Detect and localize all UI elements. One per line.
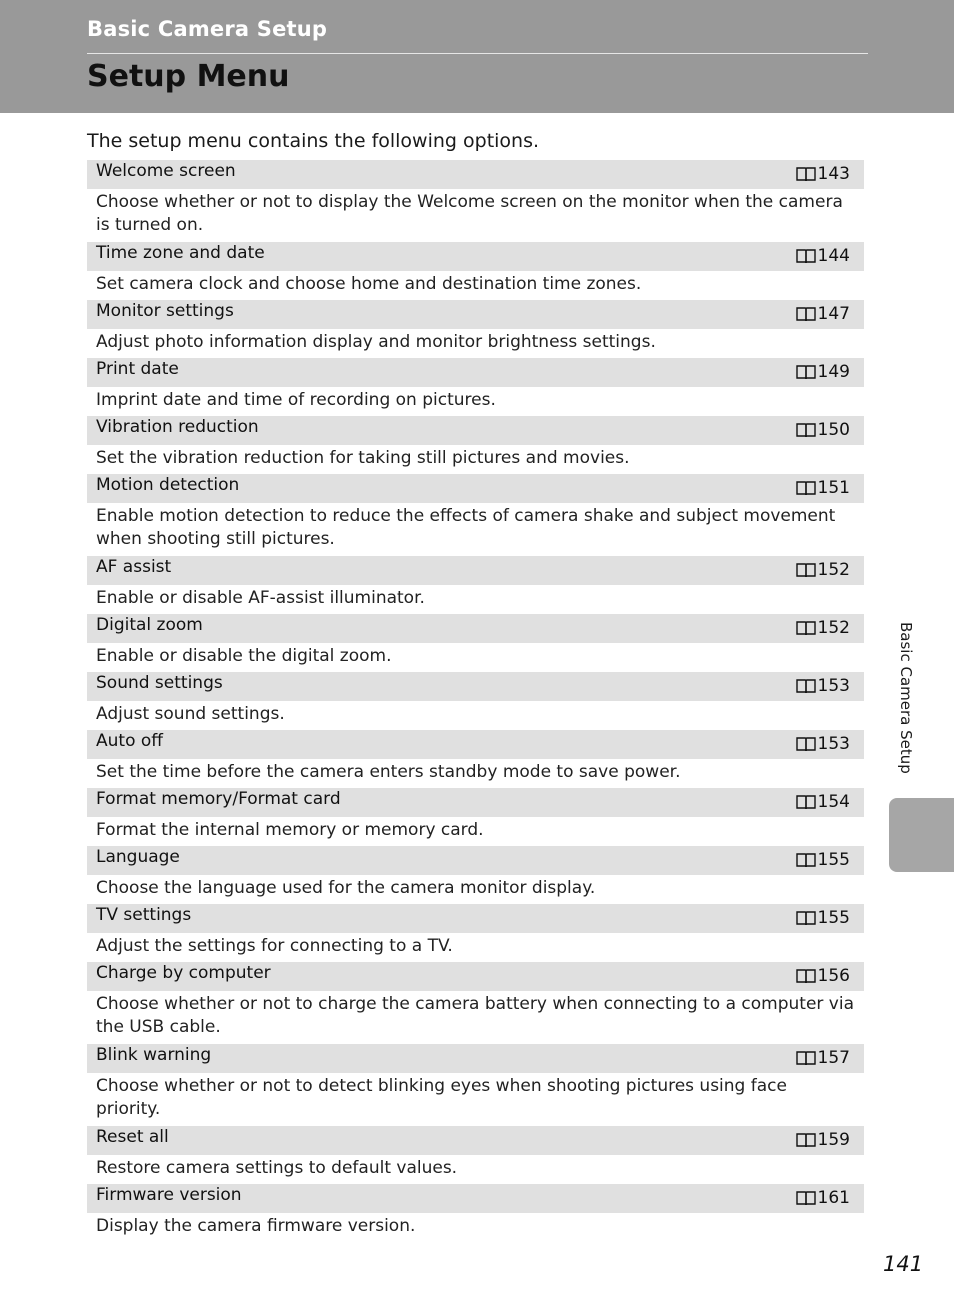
reference-page-number: 159 xyxy=(817,1130,850,1150)
row-header xyxy=(87,730,864,759)
option-name: Motion detection xyxy=(96,475,240,495)
reference-page-number: 153 xyxy=(817,676,850,696)
row-header xyxy=(87,160,864,189)
reference-page-number: 152 xyxy=(817,618,850,638)
menu-row xyxy=(87,556,864,614)
reference-page-number: 144 xyxy=(817,246,850,266)
reference-page-number: 161 xyxy=(817,1188,850,1208)
book-icon xyxy=(795,166,817,182)
page-reference xyxy=(795,904,850,929)
reference-page-number: 153 xyxy=(817,734,850,754)
row-header xyxy=(87,846,864,875)
book-icon xyxy=(795,620,817,636)
book-icon xyxy=(795,562,817,578)
option-description: Choose whether or not to display the Welcome screen on the monitor when the camera is turned on. xyxy=(96,192,843,235)
option-description: Adjust photo information display and monitor brightness settings. xyxy=(96,332,656,352)
option-description: Choose the language used for the camera monitor display. xyxy=(96,878,596,898)
page-reference xyxy=(795,1126,850,1151)
row-header xyxy=(87,556,864,585)
option-description: Format the internal memory or memory card. xyxy=(96,820,484,840)
option-description: Display the camera firmware version. xyxy=(96,1216,416,1236)
menu-row xyxy=(87,474,864,556)
row-header xyxy=(87,1126,864,1155)
option-name: Monitor settings xyxy=(96,301,234,321)
option-name: Language xyxy=(96,847,180,867)
page-reference xyxy=(795,788,850,813)
book-icon xyxy=(795,306,817,322)
option-name: Digital zoom xyxy=(96,615,203,635)
menu-row xyxy=(87,962,864,1044)
book-icon xyxy=(795,480,817,496)
row-header xyxy=(87,1184,864,1213)
book-icon xyxy=(795,910,817,926)
side-tab-label: Basic Camera Setup xyxy=(897,622,915,774)
page-number: 141 xyxy=(883,1252,924,1276)
reference-page-number: 154 xyxy=(817,792,850,812)
option-description: Restore camera settings to default values. xyxy=(96,1158,458,1178)
option-name: Sound settings xyxy=(96,673,223,693)
page-reference xyxy=(795,962,850,987)
page-reference xyxy=(795,416,850,441)
page-reference xyxy=(795,1184,850,1209)
row-header xyxy=(87,672,864,701)
menu-row xyxy=(87,160,864,242)
header-band xyxy=(0,0,954,113)
option-name: TV settings xyxy=(96,905,192,925)
menu-row xyxy=(87,242,864,300)
row-header xyxy=(87,242,864,271)
row-header xyxy=(87,474,864,503)
header-divider xyxy=(87,53,868,54)
reference-page-number: 147 xyxy=(817,304,850,324)
book-icon xyxy=(795,736,817,752)
option-name: Print date xyxy=(96,359,179,379)
option-name: Format memory/Format card xyxy=(96,789,341,809)
option-name: Blink warning xyxy=(96,1045,212,1065)
option-name: Auto off xyxy=(96,731,163,751)
page-reference xyxy=(795,1044,850,1069)
reference-page-number: 152 xyxy=(817,560,850,580)
option-description: Imprint date and time of recording on pictures. xyxy=(96,390,496,410)
row-header xyxy=(87,1044,864,1073)
option-name: Firmware version xyxy=(96,1185,242,1205)
book-icon xyxy=(795,794,817,810)
page-reference xyxy=(795,614,850,639)
page-reference xyxy=(795,160,850,185)
page-reference xyxy=(795,730,850,755)
menu-row xyxy=(87,1184,864,1242)
book-icon xyxy=(795,364,817,380)
intro-text: The setup menu contains the following options. xyxy=(87,130,540,152)
row-header xyxy=(87,788,864,817)
page-title: Setup Menu xyxy=(87,59,290,94)
option-name: Vibration reduction xyxy=(96,417,259,437)
book-icon xyxy=(795,248,817,264)
option-name: Time zone and date xyxy=(96,243,265,263)
menu-row xyxy=(87,300,864,358)
option-description: Enable or disable the digital zoom. xyxy=(96,646,392,666)
book-icon xyxy=(795,1190,817,1206)
row-header xyxy=(87,300,864,329)
option-description: Enable motion detection to reduce the effects of camera shake and subject movement when shooting still pictures. xyxy=(96,506,836,549)
book-icon xyxy=(795,422,817,438)
row-header xyxy=(87,962,864,991)
setup-menu-table xyxy=(87,160,864,1242)
reference-page-number: 143 xyxy=(817,164,850,184)
option-description: Set camera clock and choose home and destination time zones. xyxy=(96,274,642,294)
option-name: Charge by computer xyxy=(96,963,271,983)
book-icon xyxy=(795,1132,817,1148)
reference-page-number: 156 xyxy=(817,966,850,986)
page-reference xyxy=(795,556,850,581)
reference-page-number: 155 xyxy=(817,850,850,870)
book-icon xyxy=(795,852,817,868)
page-reference xyxy=(795,358,850,383)
book-icon xyxy=(795,968,817,984)
reference-page-number: 157 xyxy=(817,1048,850,1068)
row-header xyxy=(87,416,864,445)
menu-row xyxy=(87,846,864,904)
reference-page-number: 150 xyxy=(817,420,850,440)
page-reference xyxy=(795,242,850,267)
reference-page-number: 149 xyxy=(817,362,850,382)
menu-row xyxy=(87,672,864,730)
book-icon xyxy=(795,1050,817,1066)
option-description: Set the vibration reduction for taking still pictures and movies. xyxy=(96,448,630,468)
option-description: Set the time before the camera enters standby mode to save power. xyxy=(96,762,681,782)
option-description: Enable or disable AF-assist illuminator. xyxy=(96,588,425,608)
menu-row xyxy=(87,904,864,962)
option-description: Adjust sound settings. xyxy=(96,704,285,724)
row-header xyxy=(87,614,864,643)
page-reference xyxy=(795,300,850,325)
menu-row xyxy=(87,416,864,474)
reference-page-number: 155 xyxy=(817,908,850,928)
menu-row xyxy=(87,1126,864,1184)
option-name: Reset all xyxy=(96,1127,169,1147)
menu-row xyxy=(87,358,864,416)
page-reference xyxy=(795,474,850,499)
side-tab-marker xyxy=(889,798,954,872)
section-title: Basic Camera Setup xyxy=(87,17,328,41)
menu-row xyxy=(87,788,864,846)
page-reference xyxy=(795,672,850,697)
row-header xyxy=(87,358,864,387)
menu-row xyxy=(87,1044,864,1126)
page-reference xyxy=(795,846,850,871)
option-name: Welcome screen xyxy=(96,161,236,181)
option-description: Choose whether or not to charge the camera battery when connecting to a computer via the USB cable. xyxy=(96,994,854,1037)
book-icon xyxy=(795,678,817,694)
option-name: AF assist xyxy=(96,557,172,577)
option-description: Adjust the settings for connecting to a TV. xyxy=(96,936,453,956)
reference-page-number: 151 xyxy=(817,478,850,498)
menu-row xyxy=(87,614,864,672)
row-header xyxy=(87,904,864,933)
menu-row xyxy=(87,730,864,788)
option-description: Choose whether or not to detect blinking eyes when shooting pictures using face priority. xyxy=(96,1076,787,1119)
